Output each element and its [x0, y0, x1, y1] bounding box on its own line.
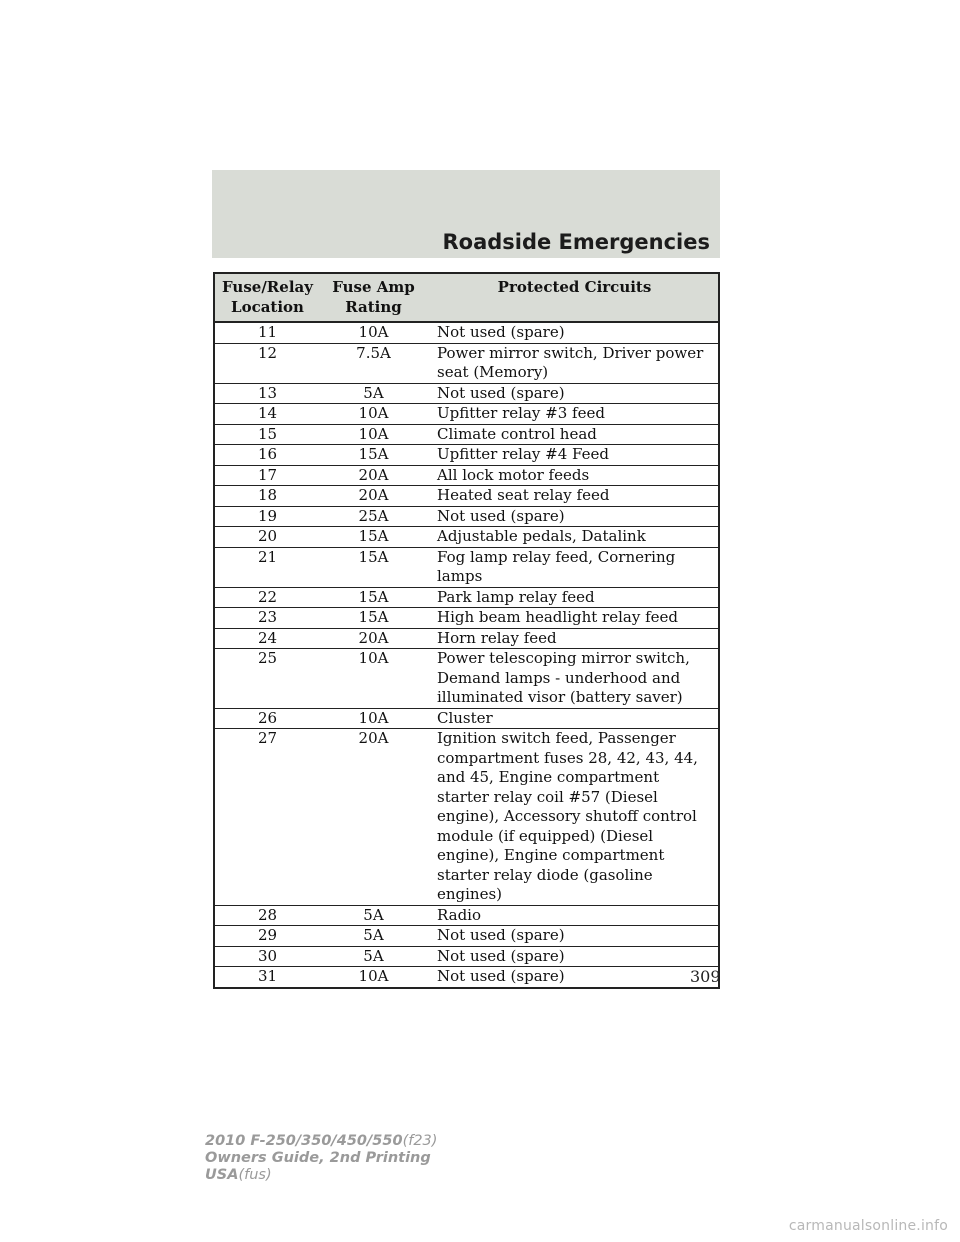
cell-protected-circuits: Not used (spare)	[427, 967, 719, 988]
watermark: carmanualsonline.info	[788, 1218, 948, 1234]
header-fuse-amp-rating: Fuse Amp Rating	[320, 273, 427, 322]
cell-protected-circuits: Upfitter relay #4 Feed	[427, 445, 719, 466]
cell-location: 19	[214, 506, 320, 527]
cell-location: 21	[214, 547, 320, 587]
table-row	[214, 465, 719, 486]
table-header-row	[214, 273, 719, 322]
cell-protected-circuits: Power telescoping mirror switch, Demand lamps - underhood and illuminated visor (battery saver)	[427, 649, 719, 709]
cell-protected-circuits: Fog lamp relay feed, Cornering lamps	[427, 547, 719, 587]
table-row	[214, 527, 719, 548]
cell-amp-rating: 20A	[320, 628, 427, 649]
cell-amp-rating: 20A	[320, 465, 427, 486]
cell-protected-circuits: Adjustable pedals, Datalink	[427, 527, 719, 548]
footer-market: USA	[205, 1167, 239, 1183]
cell-amp-rating: 25A	[320, 506, 427, 527]
cell-location: 13	[214, 383, 320, 404]
cell-location: 12	[214, 343, 320, 383]
cell-protected-circuits: High beam headlight relay feed	[427, 608, 719, 629]
cell-protected-circuits: Not used (spare)	[427, 926, 719, 947]
fuse-table-body	[214, 322, 719, 988]
cell-location: 31	[214, 967, 320, 988]
table-row	[214, 404, 719, 425]
header-protected-circuits: Protected Circuits	[427, 273, 719, 322]
table-row	[214, 967, 719, 988]
cell-amp-rating: 15A	[320, 527, 427, 548]
table-row	[214, 729, 719, 906]
table-row	[214, 708, 719, 729]
cell-amp-rating: 15A	[320, 608, 427, 629]
cell-location: 11	[214, 322, 320, 343]
cell-protected-circuits: Heated seat relay feed	[427, 486, 719, 507]
header-fuse-relay-location: Fuse/Relay Location	[214, 273, 320, 322]
cell-location: 18	[214, 486, 320, 507]
cell-amp-rating: 10A	[320, 708, 427, 729]
cell-protected-circuits: Ignition switch feed, Passenger compartment fuses 28, 42, 43, 44, and 45, Engine compartment starter relay coil #57 (Diesel engine), Accessory shutoff control module (if equipped) (Diesel engine), Engine compartment starter relay diode (gasoline engines)	[427, 729, 719, 906]
section-header-band	[212, 170, 720, 258]
cell-location: 30	[214, 946, 320, 967]
cell-protected-circuits: Cluster	[427, 708, 719, 729]
footer-line-3	[205, 1167, 437, 1184]
cell-location: 29	[214, 926, 320, 947]
cell-protected-circuits: Not used (spare)	[427, 322, 719, 343]
cell-amp-rating: 10A	[320, 322, 427, 343]
cell-location: 17	[214, 465, 320, 486]
cell-amp-rating: 5A	[320, 946, 427, 967]
footer-model: 2010 F-250/350/450/550	[205, 1133, 403, 1149]
cell-location: 26	[214, 708, 320, 729]
table-row	[214, 506, 719, 527]
table-row	[214, 905, 719, 926]
cell-amp-rating: 5A	[320, 905, 427, 926]
footer-line-2: Owners Guide, 2nd Printing	[205, 1150, 431, 1166]
table-row	[214, 486, 719, 507]
cell-amp-rating: 10A	[320, 424, 427, 445]
cell-protected-circuits: All lock motor feeds	[427, 465, 719, 486]
cell-location: 28	[214, 905, 320, 926]
cell-amp-rating: 15A	[320, 587, 427, 608]
cell-amp-rating: 5A	[320, 383, 427, 404]
table-row	[214, 946, 719, 967]
cell-protected-circuits: Power mirror switch, Driver power seat (Memory)	[427, 343, 719, 383]
cell-amp-rating: 15A	[320, 445, 427, 466]
table-row	[214, 587, 719, 608]
table-row	[214, 445, 719, 466]
cell-amp-rating: 20A	[320, 486, 427, 507]
cell-protected-circuits: Horn relay feed	[427, 628, 719, 649]
cell-protected-circuits: Not used (spare)	[427, 506, 719, 527]
cell-amp-rating: 5A	[320, 926, 427, 947]
cell-location: 22	[214, 587, 320, 608]
table-row	[214, 547, 719, 587]
table-row	[214, 608, 719, 629]
document-footer	[205, 1133, 437, 1184]
cell-location: 15	[214, 424, 320, 445]
cell-location: 23	[214, 608, 320, 629]
table-row	[214, 383, 719, 404]
fuse-table	[213, 272, 720, 989]
table-row	[214, 628, 719, 649]
cell-amp-rating: 10A	[320, 404, 427, 425]
footer-line-1	[205, 1133, 437, 1150]
cell-location: 24	[214, 628, 320, 649]
cell-protected-circuits: Radio	[427, 905, 719, 926]
cell-location: 20	[214, 527, 320, 548]
cell-protected-circuits: Park lamp relay feed	[427, 587, 719, 608]
table-row	[214, 926, 719, 947]
cell-amp-rating: 7.5A	[320, 343, 427, 383]
cell-location: 16	[214, 445, 320, 466]
cell-location: 27	[214, 729, 320, 906]
cell-protected-circuits: Climate control head	[427, 424, 719, 445]
cell-protected-circuits: Not used (spare)	[427, 383, 719, 404]
cell-amp-rating: 15A	[320, 547, 427, 587]
table-row	[214, 343, 719, 383]
cell-location: 14	[214, 404, 320, 425]
cell-amp-rating: 10A	[320, 649, 427, 709]
section-title: Roadside Emergencies	[442, 230, 710, 254]
page-number: 309	[690, 967, 721, 986]
table-row	[214, 424, 719, 445]
cell-location: 25	[214, 649, 320, 709]
table-row	[214, 649, 719, 709]
table-row	[214, 322, 719, 343]
footer-model-code: (f23)	[402, 1133, 438, 1149]
cell-protected-circuits: Not used (spare)	[427, 946, 719, 967]
cell-protected-circuits: Upfitter relay #3 feed	[427, 404, 719, 425]
cell-amp-rating: 20A	[320, 729, 427, 906]
footer-market-code: (fus)	[238, 1167, 272, 1183]
cell-amp-rating: 10A	[320, 967, 427, 988]
